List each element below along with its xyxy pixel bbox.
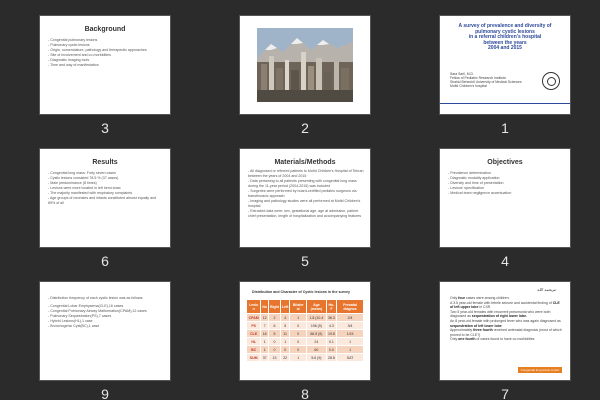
cystic-lesions-table [246, 299, 364, 362]
slide-thumbnail-3[interactable] [40, 16, 170, 114]
table-cell: 19.8 [328, 331, 335, 336]
bullet-item: - Diagnostic modality application [448, 176, 564, 181]
table-cell: 0 [290, 322, 307, 330]
slide-cell-6 [0, 133, 200, 269]
summary-line [450, 310, 562, 319]
table-cell: 1 [337, 338, 364, 346]
slide-cell-4 [400, 133, 600, 269]
table-cell: 36.3 [328, 315, 335, 320]
lesion-name-cell: PS [247, 322, 261, 330]
bullet-item: - Diagnostic imaging tools [48, 58, 164, 63]
table-row [247, 346, 364, 354]
summary-line [450, 337, 562, 342]
bullet-item: - Lesions were more located in left hemi-torax [48, 186, 164, 191]
title-line: A survey of prevalence and diversity of [458, 23, 552, 29]
presentation-title [440, 16, 570, 52]
author-line: Sara Sarli, M.D. [450, 72, 474, 76]
slide-thumbnail-2[interactable] [240, 16, 370, 114]
emphasis-text: sequestration of right lower lobe. [471, 314, 528, 319]
slide-number: 3 [101, 120, 109, 136]
table-cell: 12 [262, 315, 267, 320]
table-cell: 6 [269, 322, 281, 330]
bullet-item: - Imaging and pathology studies were all performed at Mofid Children's hospital [248, 199, 364, 209]
slide-number: 9 [101, 386, 109, 400]
university-seal-icon [542, 72, 560, 90]
table-row [247, 322, 364, 330]
table-cell: 24 [307, 338, 327, 346]
table-cell: 4 [280, 314, 289, 322]
author-block [450, 72, 530, 88]
bullet-item: - The majority manifested with respiratory complaints [48, 191, 164, 196]
table-cell: 0 [290, 330, 307, 338]
table-cell: 1 [261, 346, 269, 354]
line-text: in CXR [478, 305, 491, 310]
summary-line [450, 328, 562, 337]
bullet-item: - Distribution frequency of each cystic lesion was as follows: [48, 296, 164, 301]
table-cell: 1 [280, 338, 289, 346]
footer-divider [440, 103, 570, 104]
table-cell: 5 [280, 322, 289, 330]
lesion-name-cell: CPAM [247, 314, 261, 322]
table-cell: 60 [307, 346, 327, 354]
title-line: 2004 and 2015 [488, 45, 522, 52]
bullet-item: - Extracted data were: sex, gestational age, age at admission, patient chief presentation, length of hospitalization and accompanying features [248, 209, 364, 219]
bullet-list [40, 33, 170, 68]
slide-cell-3 [0, 0, 200, 136]
bullet-item: - Surgeries were performed by board-certified pediatric surgeons via transthoracic approach [248, 189, 364, 199]
slide-number: 1 [501, 120, 509, 136]
slide-thumbnail-5[interactable] [240, 149, 370, 247]
table-cell: 16 [262, 331, 267, 336]
line-text: An 8 year-old female with prolonged fever who was again diagnosed as [450, 318, 561, 323]
slide-thumbnail-9[interactable] [40, 282, 170, 380]
bullet-list [40, 282, 170, 329]
bullet-item: - Hybrid Lesions(HL),1 case [48, 319, 164, 324]
author-line: Fellow of Pediatric Research Institute [450, 76, 506, 80]
table-cell: 37 [262, 355, 267, 360]
handwritten-script: ﺗﻢﺑﺤﻤﺪ ﺍﻟﻠﻪ [537, 287, 556, 292]
slide-title: Objectives [487, 159, 523, 166]
slide-number: 4 [501, 253, 509, 269]
table-cell: 0 [280, 346, 289, 354]
table-cell: 0.1 [326, 338, 336, 346]
slide-cell-9 [0, 266, 200, 399]
table-cell: 196 (9) [307, 322, 327, 330]
line-text: Two 5 year-old females with recurrent pneumonia who were both diagnosed as [450, 309, 551, 319]
table-header-row [247, 300, 364, 314]
line-text: Only [450, 337, 459, 342]
slide-cell-7 [400, 266, 600, 399]
line-text: Approximately [450, 328, 474, 333]
table-cell: 2 [269, 314, 281, 322]
author-line: Shahid Beheshti University of Medical Sciences [450, 80, 522, 84]
bullet-item: - Congenital Pulmonary Airway Malformation(CPAM),12 cases [48, 309, 164, 314]
table-cell: 11 [280, 330, 289, 338]
line-text: cases were among children: [464, 296, 510, 300]
table-cell: 0.0 [326, 346, 336, 354]
emphasis-text: one fourth [458, 337, 476, 342]
table-cell: 1 [261, 338, 269, 346]
bullet-item: - Lesions' specification [448, 186, 564, 191]
bullet-item: - Data pertaining to all patients presenting with congenital lung mass during the 11-year period (2004-2015) was included [248, 179, 364, 189]
table-cell: 1 [290, 314, 307, 322]
lesion-name-cell: SUM [247, 354, 261, 362]
bullet-item: - Congenital lung mass: Forty seven cases [48, 171, 164, 176]
bullet-item: - Congenital pulmonary lesions [48, 38, 164, 43]
table-header: Lesio n [247, 300, 261, 314]
bullet-item: - All diagnosed or referred patients to Mofid Children's Hospital of Tehran between the years of 2004 and 2015 [248, 169, 364, 179]
table-cell: 0 [290, 346, 307, 354]
table-cell: 1.8 (10.4 [307, 314, 327, 322]
bullet-item: - Prevalence determination [448, 171, 564, 176]
table-cell: 0 [269, 338, 281, 346]
line-text: A 3.5 year-old female with febrile seizure and accidental finding of [450, 300, 553, 305]
table-cell: 0 [290, 338, 307, 346]
bullet-item: - Bronchogenic Cyst(BC),1 case [48, 324, 164, 329]
bullet-item: - Cystic lesions consisted 78.5 % (37 cases) [48, 176, 164, 181]
table-header: Prenatal diagnos [337, 300, 364, 314]
slide-cell-5 [200, 133, 400, 269]
slide-thumbnail-4[interactable] [440, 149, 570, 247]
bullet-item: - Congenital Lobar Emphysema(CLE),16 cases [48, 304, 164, 309]
slide-number: 7 [501, 386, 509, 400]
slide-title: Background [84, 26, 126, 33]
slide-number: 6 [101, 253, 109, 269]
table-cell: 3/4 [337, 322, 364, 330]
emphasis-text: three fourth [473, 328, 493, 333]
table-header: Left [280, 300, 289, 314]
bullet-item: - Origin, nomenclature, pathology and therapeutic approaches [48, 48, 164, 53]
slide-cell-2 [200, 0, 400, 136]
slide-thumbnail-8[interactable] [240, 282, 370, 380]
lesion-name-cell: CLE [247, 330, 261, 338]
slide-thumbnail-6[interactable] [40, 149, 170, 247]
slide-cell-8 [200, 266, 400, 399]
bullet-item: - Male predominance (8 times) [48, 181, 164, 186]
title-line: in a referral children's hospital [468, 34, 542, 41]
table-row [247, 314, 364, 322]
lesion-name-cell: HL [247, 338, 261, 346]
title-line: pulmonary cystic lesions [475, 28, 535, 35]
table-header: No [261, 300, 269, 314]
city-skyline-photo [257, 28, 353, 102]
bullet-list [40, 166, 170, 206]
table-header: Age (mean) [307, 300, 327, 314]
bullet-item: - Diversity and time of presentation [448, 181, 564, 186]
slide-number: 8 [301, 386, 309, 400]
bullet-item: - Pulmonary Sequestration(PS),7 cases [48, 314, 164, 319]
bullet-list [440, 166, 570, 196]
slide-title: Materials/Methods [274, 159, 336, 166]
table-cell: 7 [261, 322, 269, 330]
table-cell: SAT [337, 354, 364, 362]
table-cell: 28.8 [328, 355, 335, 360]
bullet-item: - Medical team negligence accentuation [448, 191, 564, 196]
table-row [247, 338, 364, 346]
bullet-list [240, 166, 370, 219]
summary-line [450, 301, 562, 310]
slide-thumbnail-1[interactable] [440, 16, 570, 114]
emphasis-text: four [458, 296, 465, 300]
slide-cell-1 [400, 0, 600, 136]
slide-title: Results [92, 159, 118, 166]
table-cell: 0 [269, 346, 281, 354]
table-cell: 1/15 [337, 330, 364, 338]
table-cell: 1 [290, 354, 307, 362]
table-cell: 22 [280, 354, 289, 362]
bullet-item: - Time and way of manifestation [48, 63, 164, 68]
line-text: Only [450, 296, 459, 300]
lesion-name-cell: BC [247, 346, 261, 354]
line-text: received antenatal diagnosis (most of which proved to be CLE?) [450, 328, 562, 337]
city-skyline-image [257, 28, 353, 102]
table-header: Bilater al [290, 300, 307, 314]
table-cell: 2/4 [337, 314, 364, 322]
slide-number: 2 [301, 120, 309, 136]
table-caption: Distribution and Character of Cystic lesions in the survey [252, 290, 351, 294]
summary-line [450, 319, 562, 328]
topic-tag: Congenital lung lesion-Cystic lesions [518, 367, 562, 373]
slide-number: 5 [301, 253, 309, 269]
table-header: Right [269, 300, 281, 314]
author-line: Mofid Children's hospital [450, 84, 487, 88]
slide-thumbnail-7[interactable] [440, 282, 570, 380]
table-row [247, 330, 364, 338]
bullet-item: - Pulmonary cystic lesions [48, 43, 164, 48]
table-cell: 1 [337, 346, 364, 354]
emphasis-text: CLE of left upper lobe [450, 300, 560, 310]
table-header: Ho-F [326, 300, 336, 314]
bullet-item: - Site of involvement and co-morbidities [48, 53, 164, 58]
table-row [247, 354, 364, 362]
table-cell: 66.5 (9) [307, 330, 327, 338]
table-cell: 4.3 [326, 322, 336, 330]
table-cell: 13 [269, 354, 281, 362]
bullet-item: - Age groups of neonates and infants constituted almost equally and 89% of all [48, 196, 164, 206]
line-text: of cases found to have co-morbidities [475, 337, 535, 342]
table-cell: 5.6 (9) [307, 354, 327, 362]
title-line: between the years [483, 39, 527, 46]
emphasis-text: sequestration of left lower lobe [450, 323, 502, 328]
table-cell: 5 [269, 330, 281, 338]
